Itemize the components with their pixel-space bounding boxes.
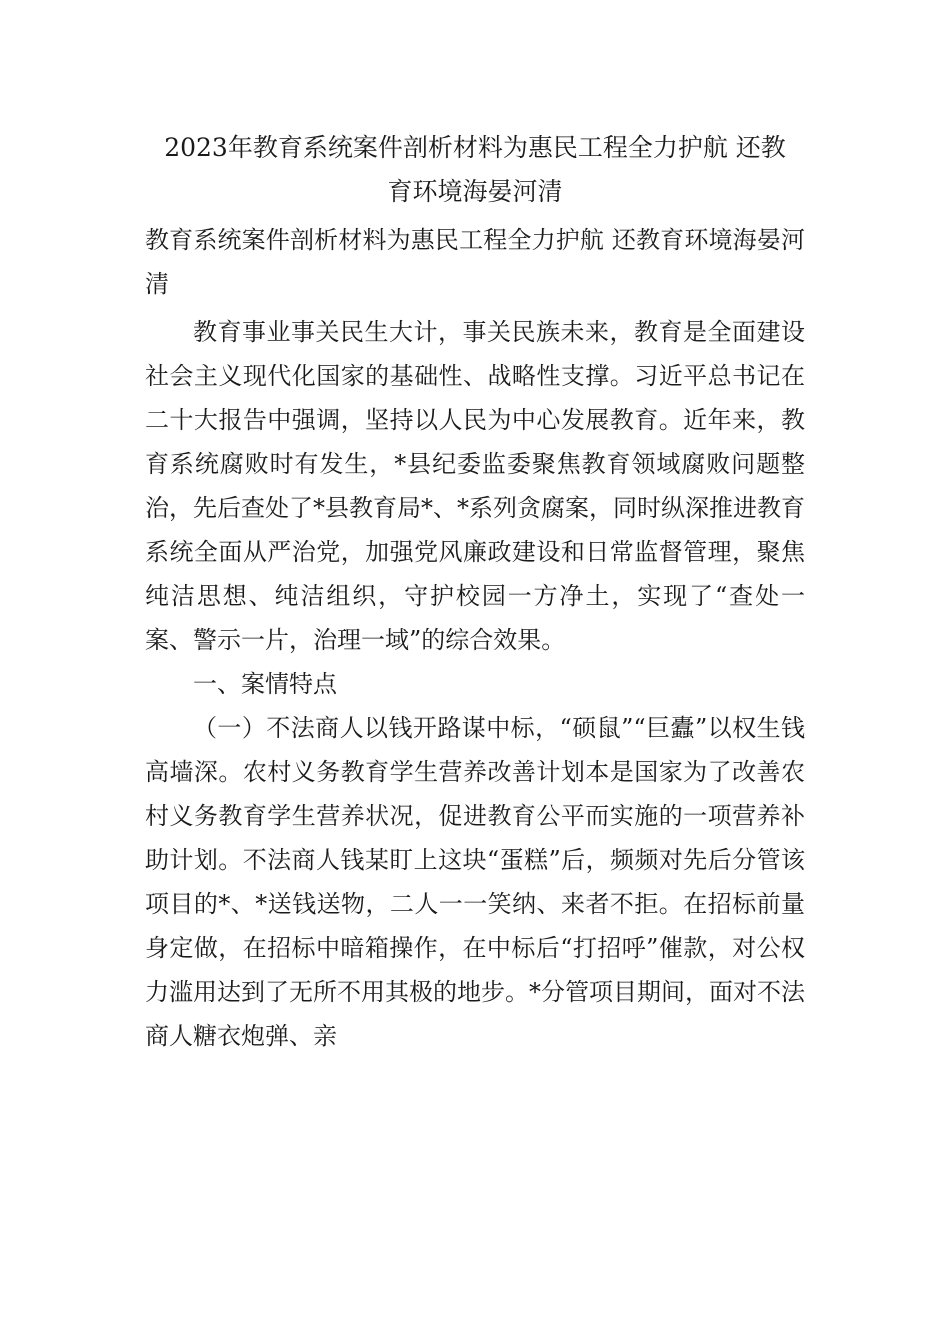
- paragraph-case-1: （一）不法商人以钱开路谋中标，“硕鼠”“巨蠹”以权生钱高墙深。农村义务教育学生营养改善计划本是国家为了改善农村义务教育学生营养状况，促进教育公平而实施的一项营养补助计划。不法商人钱某盯上这块“蛋糕”后，频频对先后分管该项目的*、*送钱送物，二人一一笑纳、来者不拒。在招标前量身定做，在招标中暗箱操作，在中标后“打招呼”催款，对公权力滥用达到了无所不用其极的地步。*分管项目期间，面对不法商人糖衣炮弹、亲: [145, 714, 805, 1050]
- title-line-1: 2023年教育系统案件剖析材料为惠民工程全力护航 还教: [164, 133, 786, 162]
- section-heading: 一、案情特点: [193, 670, 337, 698]
- document-title: [145, 126, 805, 214]
- paragraph-intro: 教育事业事关民生大计，事关民族未来，教育是全面建设社会主义现代化国家的基础性、战略性支撑。习近平总书记在二十大报告中强调，坚持以人民为中心发展教育。近年来，教育系统腐败时有发生，*县纪委监委聚焦教育领域腐败问题整治，先后查处了*县教育局*、*系列贪腐案，同时纵深推进教育系统全面从严治党，加强党风廉政建设和日常监督管理，聚焦纯洁思想、纯洁组织，守护校园一方净土，实现了“查处一案、警示一片，治理一域”的综合效果。: [145, 318, 805, 654]
- title-line-2: 育环境海晏河清: [387, 177, 563, 206]
- document-subtitle: 教育系统案件剖析材料为惠民工程全力护航 还教育环境海晏河清: [145, 226, 805, 298]
- document-page: [145, 126, 805, 1058]
